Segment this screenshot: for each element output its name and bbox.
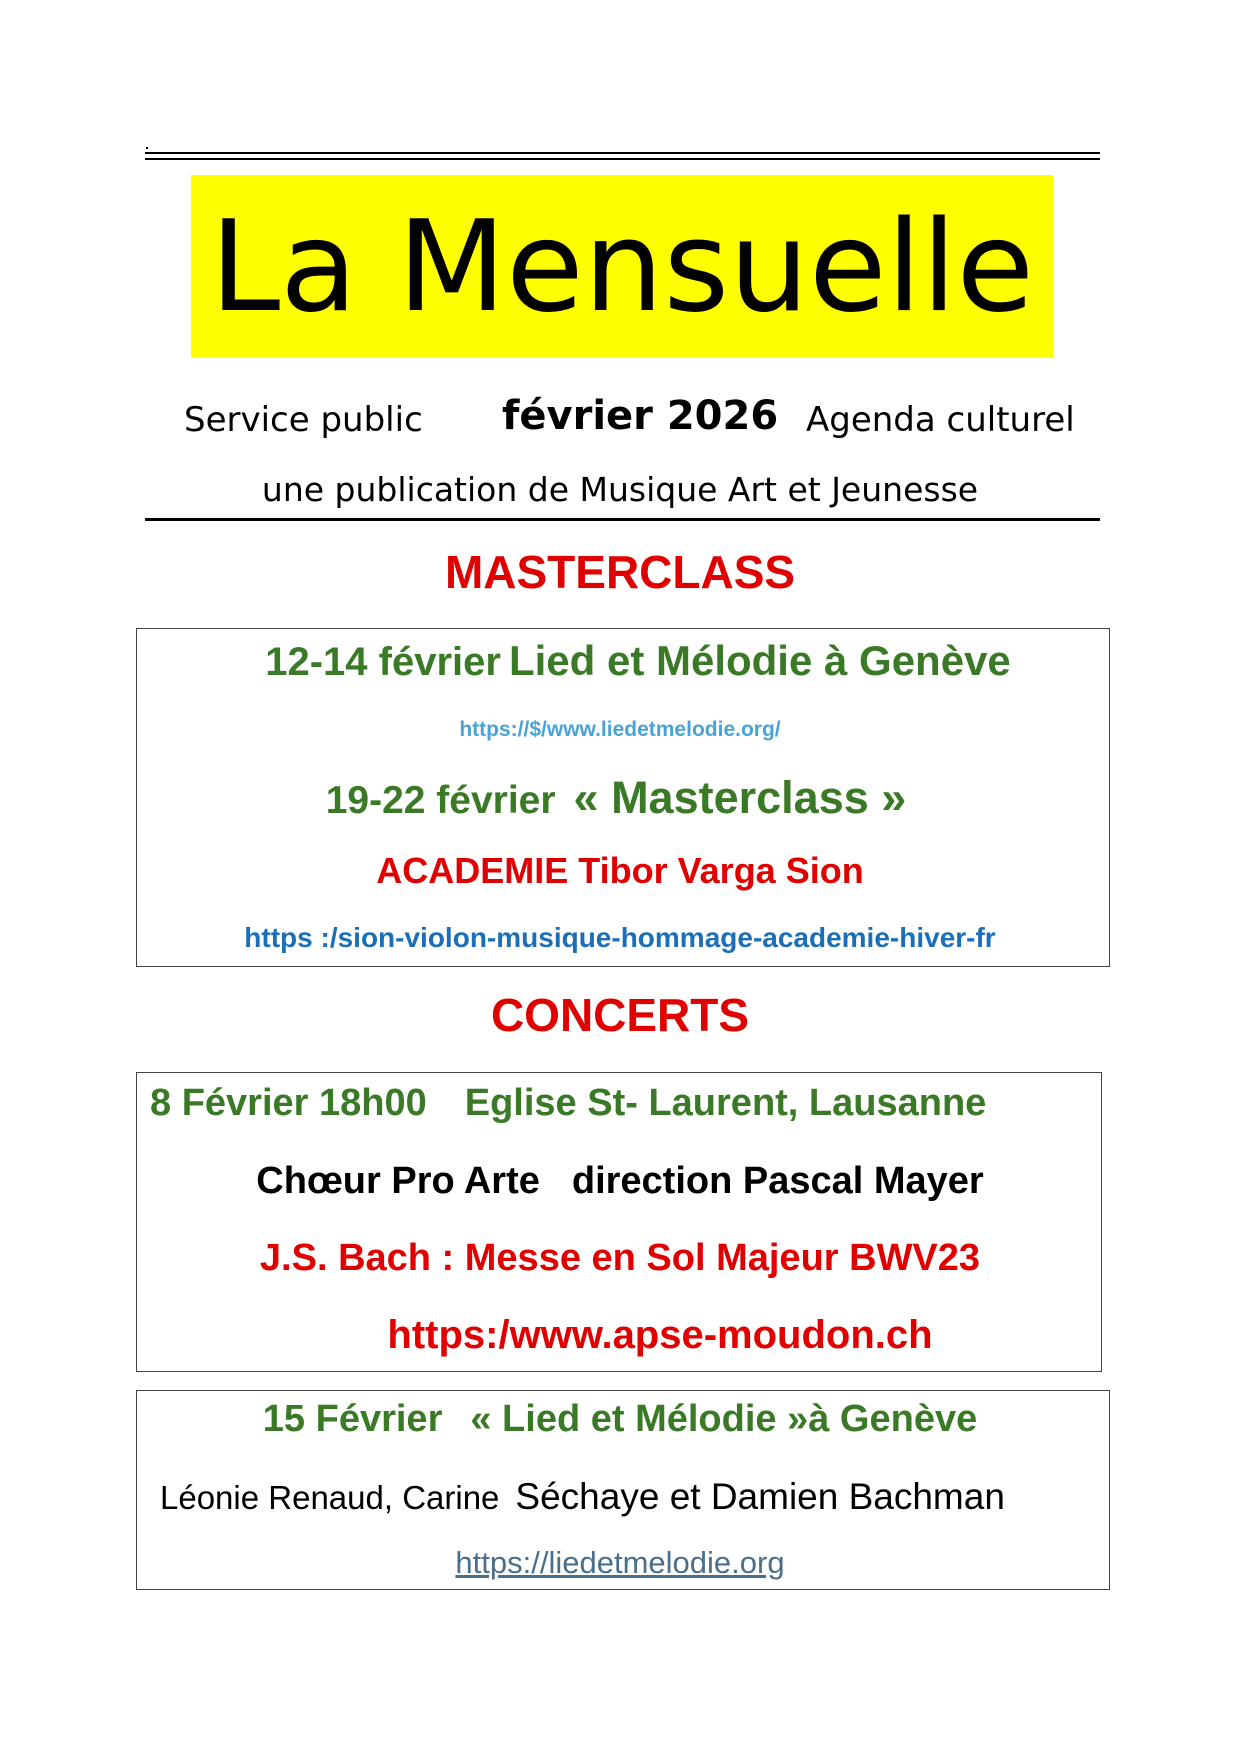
- agenda-label: Agenda culturel: [806, 400, 1075, 440]
- concert-1-link[interactable]: https:/www.apse-moudon.ch: [387, 1313, 933, 1357]
- masterclass-link-1-row: [0, 718, 1240, 742]
- event2-title: « Masterclass »: [573, 772, 907, 823]
- concert-1-direction: direction Pascal Mayer: [571, 1160, 984, 1202]
- title-banner: [191, 175, 1053, 358]
- service-public-label: Service public: [184, 400, 423, 440]
- concert-1-choir-row: [0, 1160, 1240, 1203]
- concert-2-date: 15 Février: [262, 1398, 443, 1440]
- concert-2-performers-a: Léonie Renaud, Carine: [160, 1479, 500, 1516]
- academy-name: ACADEMIE Tibor Varga Sion: [376, 850, 864, 891]
- event1-title: Lied et Mélodie à Genève: [508, 637, 1011, 684]
- concert-2-link[interactable]: https://liedetmelodie.org: [455, 1545, 785, 1580]
- masterclass-heading: MASTERCLASS: [444, 546, 796, 598]
- header-rule: [145, 518, 1100, 521]
- publication-line: une publication de Musique Art et Jeunesse: [261, 470, 979, 509]
- concert-1-place: Eglise St- Laurent, Lausanne: [464, 1082, 987, 1124]
- concert-2-performers-b: Séchaye et Damien Bachman: [515, 1476, 1005, 1517]
- concert-1-header: [150, 1082, 986, 1125]
- concert-2-link-row: [0, 1545, 1240, 1581]
- concert-1-work: J.S. Bach : Messe en Sol Majeur BWV23: [259, 1237, 981, 1279]
- masterclass-event-1: [18, 637, 1240, 685]
- masterclass-link-1[interactable]: https://$/www.liedetmelodie.org/: [459, 718, 781, 741]
- issue-date: février 2026: [502, 393, 779, 439]
- page-title: La Mensuelle: [209, 192, 1035, 340]
- top-double-rule: [145, 152, 1100, 160]
- concert-1-choir: Chœur Pro Arte: [256, 1160, 540, 1202]
- concerts-heading: CONCERTS: [490, 989, 750, 1041]
- concert-2-title: « Lied et Mélodie »à Genève: [470, 1398, 978, 1440]
- masterclass-link-2-row: [0, 922, 1240, 954]
- concert-2-performers: [160, 1476, 1005, 1518]
- masterclass-event-2: [0, 772, 1236, 824]
- concert-1-date: 8 Février 18h00: [150, 1082, 427, 1124]
- concert-2-header: [0, 1398, 1240, 1441]
- event1-date: 12-14 février: [265, 640, 501, 684]
- decorative-dot: [146, 147, 148, 149]
- masterclass-link-2[interactable]: https :/sion-violon-musique-hommage-academie-hiver-fr: [244, 922, 996, 953]
- event2-date: 19-22 février: [325, 779, 556, 822]
- concert-1-link-row: [40, 1313, 1240, 1358]
